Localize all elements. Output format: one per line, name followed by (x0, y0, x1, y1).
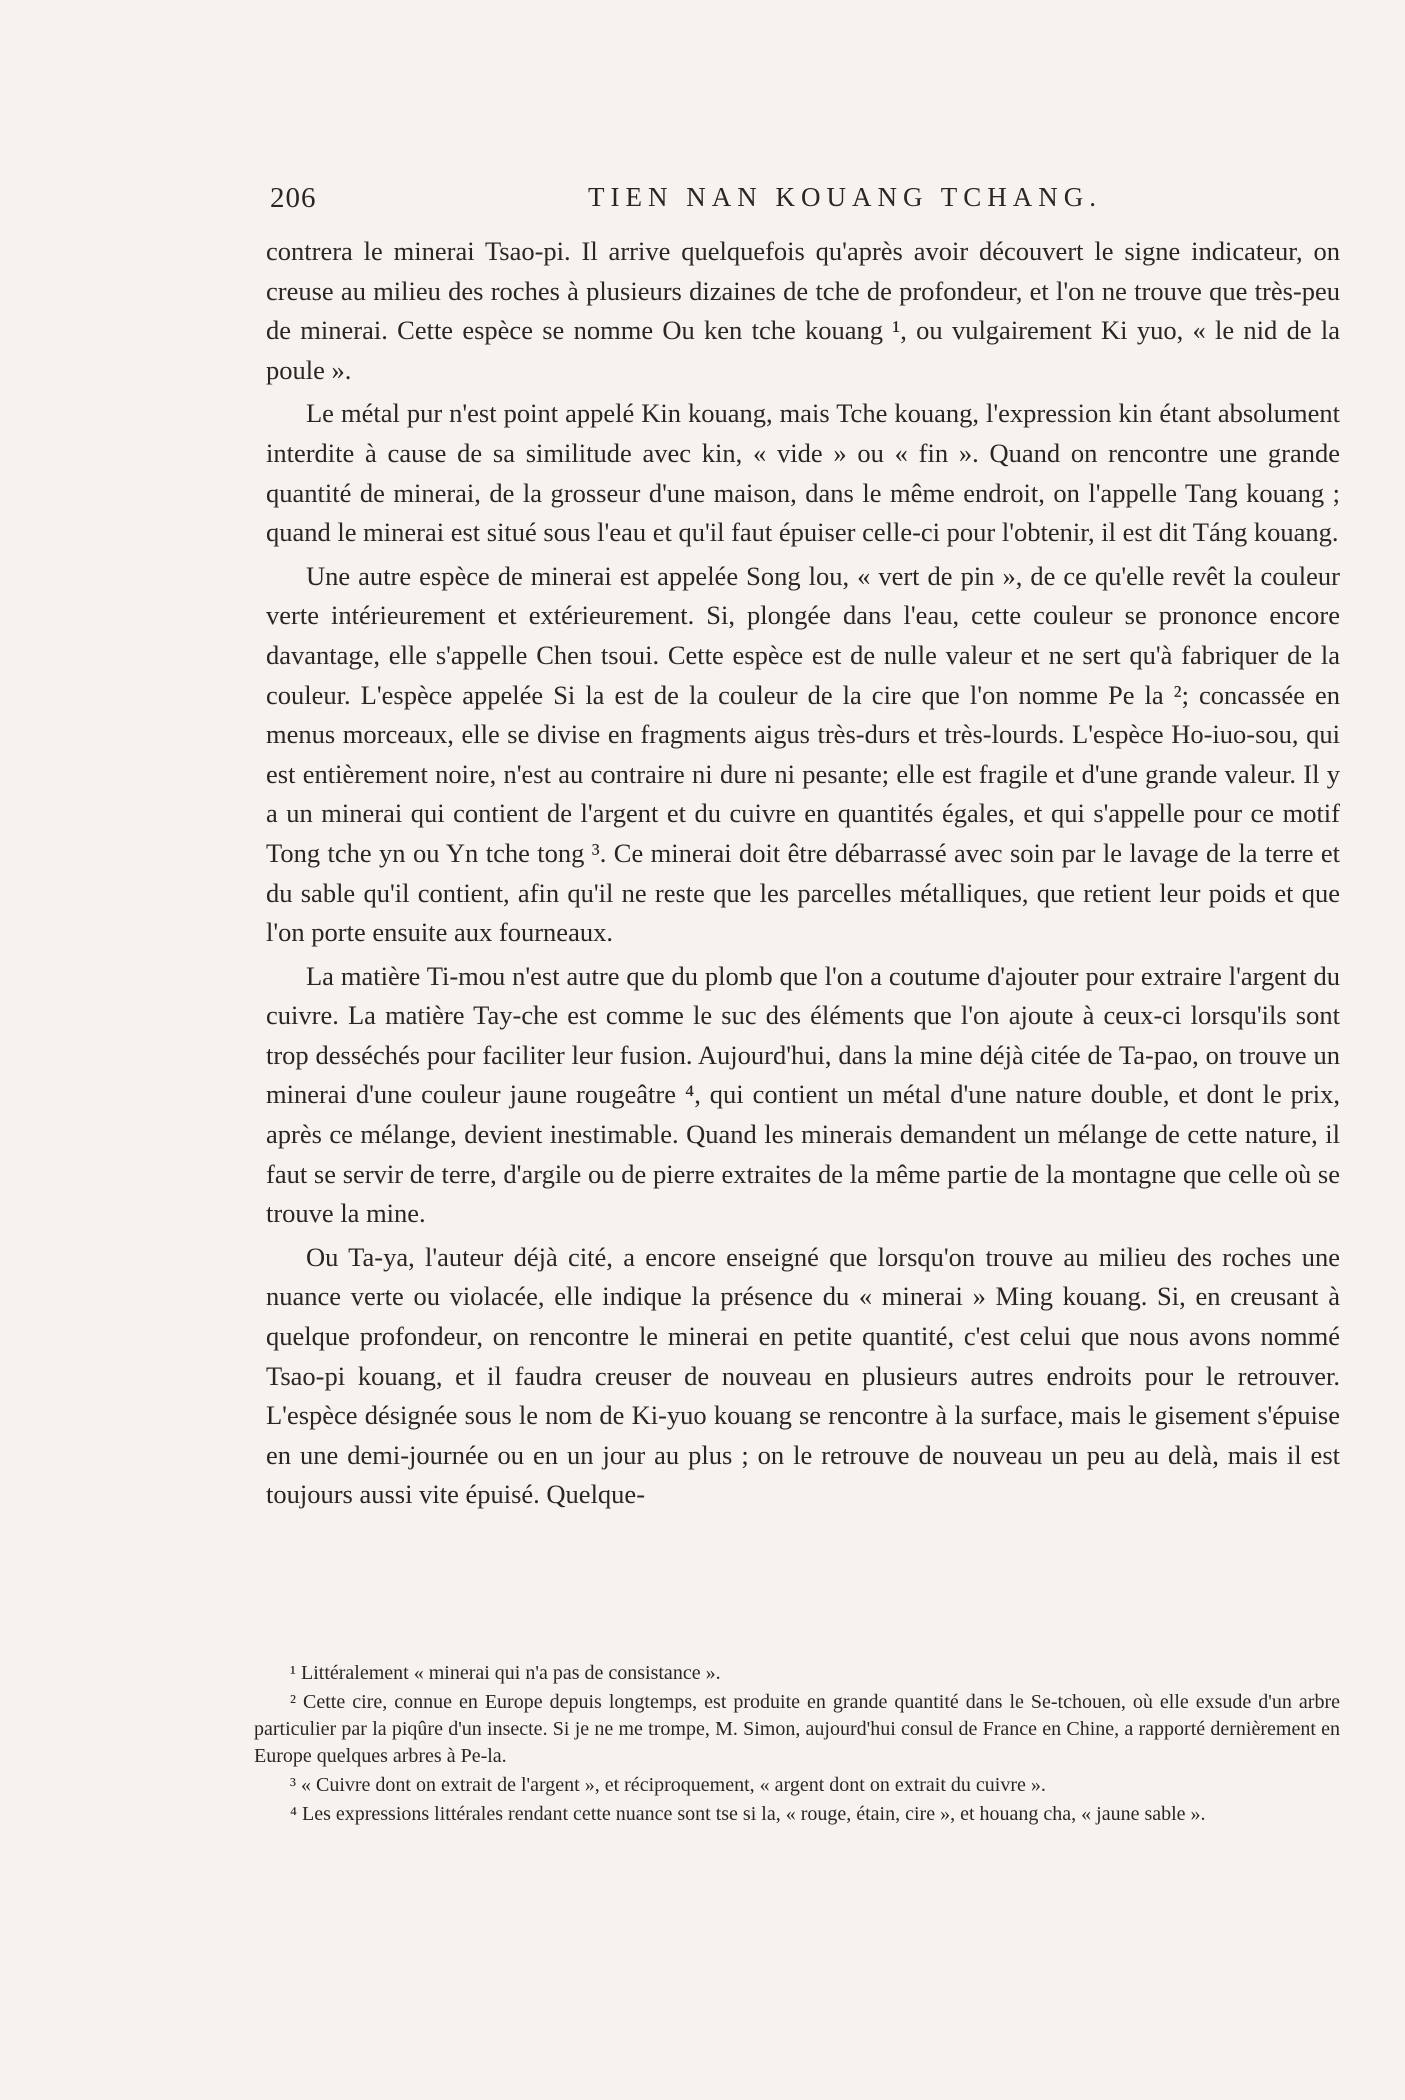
footnote-2: ² Cette cire, connue en Europe depuis longtemps, est produite en grande quantité dans le Se-tchouen, où elle exsude d'un arbre particulier par la piqûre d'un insecte. Si je ne me trompe, M. Simon, aujourd'hui consul de France en Chine, a rapporté dernièrement en Europe quelques arbres à Pe-la. (254, 1691, 1340, 1767)
paragraph-3: Une autre espèce de minerai est appelée Song lou, « vert de pin », de ce qu'elle revêt la couleur verte intérieurement et extérieurement. Si, plongée dans l'eau, cette couleur se prononce encore davantage, elle s'appelle Chen tsoui. Cette espèce est de nulle valeur et ne sert qu'à fabriquer de la couleur. L'espèce appelée Si la est de la couleur de la cire que l'on nomme Pe la ²; concassée en menus morceaux, elle se divise en fragments aigus très-durs et très-lourds. L'espèce Ho-iuo-sou, qui est entièrement noire, n'est au contraire ni dure ni pesante; elle est fragile et d'une grande valeur. Il y a un minerai qui contient de l'argent et du cuivre en quantités égales, et qui s'appelle pour ce motif Tong tche yn ou Yn tche tong ³. Ce minerai doit être débarrassé avec soin par le lavage de la terre et du sable qu'il contient, afin qu'il ne reste que les parcelles métalliques, que retient leur poids et que l'on porte ensuite aux fourneaux. (266, 560, 1340, 948)
footnote-1: ¹ Littéralement « minerai qui n'a pas de consistance ». (290, 1662, 721, 1684)
paragraph-5: Ou Ta-ya, l'auteur déjà cité, a encore enseigné que lorsqu'on trouve au milieu des roches une nuance verte ou violacée, elle indique la présence du « minerai » Ming kouang. Si, en creusant à quelque profondeur, on rencontre le minerai en petite quantité, c'est celui que nous avons nommé Tsao-pi kouang, et il faudra creuser de nouveau en plusieurs autres endroits pour le retrouver. L'espèce désignée sous le nom de Ki-yuo kouang se rencontre à la surface, mais le gisement s'épuise en une demi-journée ou en un jour au plus ; on le retrouve de nouveau un peu au delà, mais il est toujours aussi vite épuisé. Quelque- (266, 1241, 1340, 1510)
page-header (270, 182, 1350, 222)
footnote-3: ³ « Cuivre dont on extrait de l'argent », et réciproquement, « argent dont on extrait du cuivre ». (290, 1774, 1046, 1796)
footnotes (254, 1660, 1340, 1830)
paragraph-4: La matière Ti-mou n'est autre que du plomb que l'on a coutume d'ajouter pour extraire l'argent du cuivre. La matière Tay-che est comme le suc des éléments que l'on ajoute à ceux-ci lorsqu'ils sont trop desséchés pour faciliter leur fusion. Aujourd'hui, dans la mine déjà citée de Ta-pao, on trouve un minerai d'une couleur jaune rougeâtre ⁴, qui contient un métal d'une nature double, et dont le prix, après ce mélange, devient inestimable. Quand les minerais demandent un mélange de cette nature, il faut se servir de terre, d'argile ou de pierre extraites de la même partie de la montagne que celle où se trouve la mine. (266, 960, 1340, 1229)
page-number: 206 (270, 182, 317, 214)
body-text (266, 232, 1340, 1515)
footnote-4: ⁴ Les expressions littérales rendant cette nuance sont tse si la, « rouge, étain, cire », et houang cha, « jaune sable ». (290, 1803, 1206, 1825)
paragraph-1: contrera le minerai Tsao-pi. Il arrive quelquefois qu'après avoir découvert le signe indicateur, on creuse au milieu des roches à plusieurs dizaines de tche de profondeur, et l'on ne trouve que très-peu de minerai. Cette espèce se nomme Ou ken tche kouang ¹, ou vulgairement Ki yuo, « le nid de la poule ». (266, 236, 1340, 385)
paragraph-2: Le métal pur n'est point appelé Kin kouang, mais Tche kouang, l'expression kin étant absolument interdite à cause de sa similitude avec kin, « vide » ou « fin ». Quand on rencontre une grande quantité de minerai, de la grosseur d'une maison, dans le même endroit, on l'appelle Tang kouang ; quand le minerai est situé sous l'eau et qu'il faut épuiser celle-ci pour l'obtenir, il est dit Táng kouang. (266, 398, 1340, 548)
running-title: TIEN NAN KOUANG TCHANG. (588, 182, 1102, 212)
